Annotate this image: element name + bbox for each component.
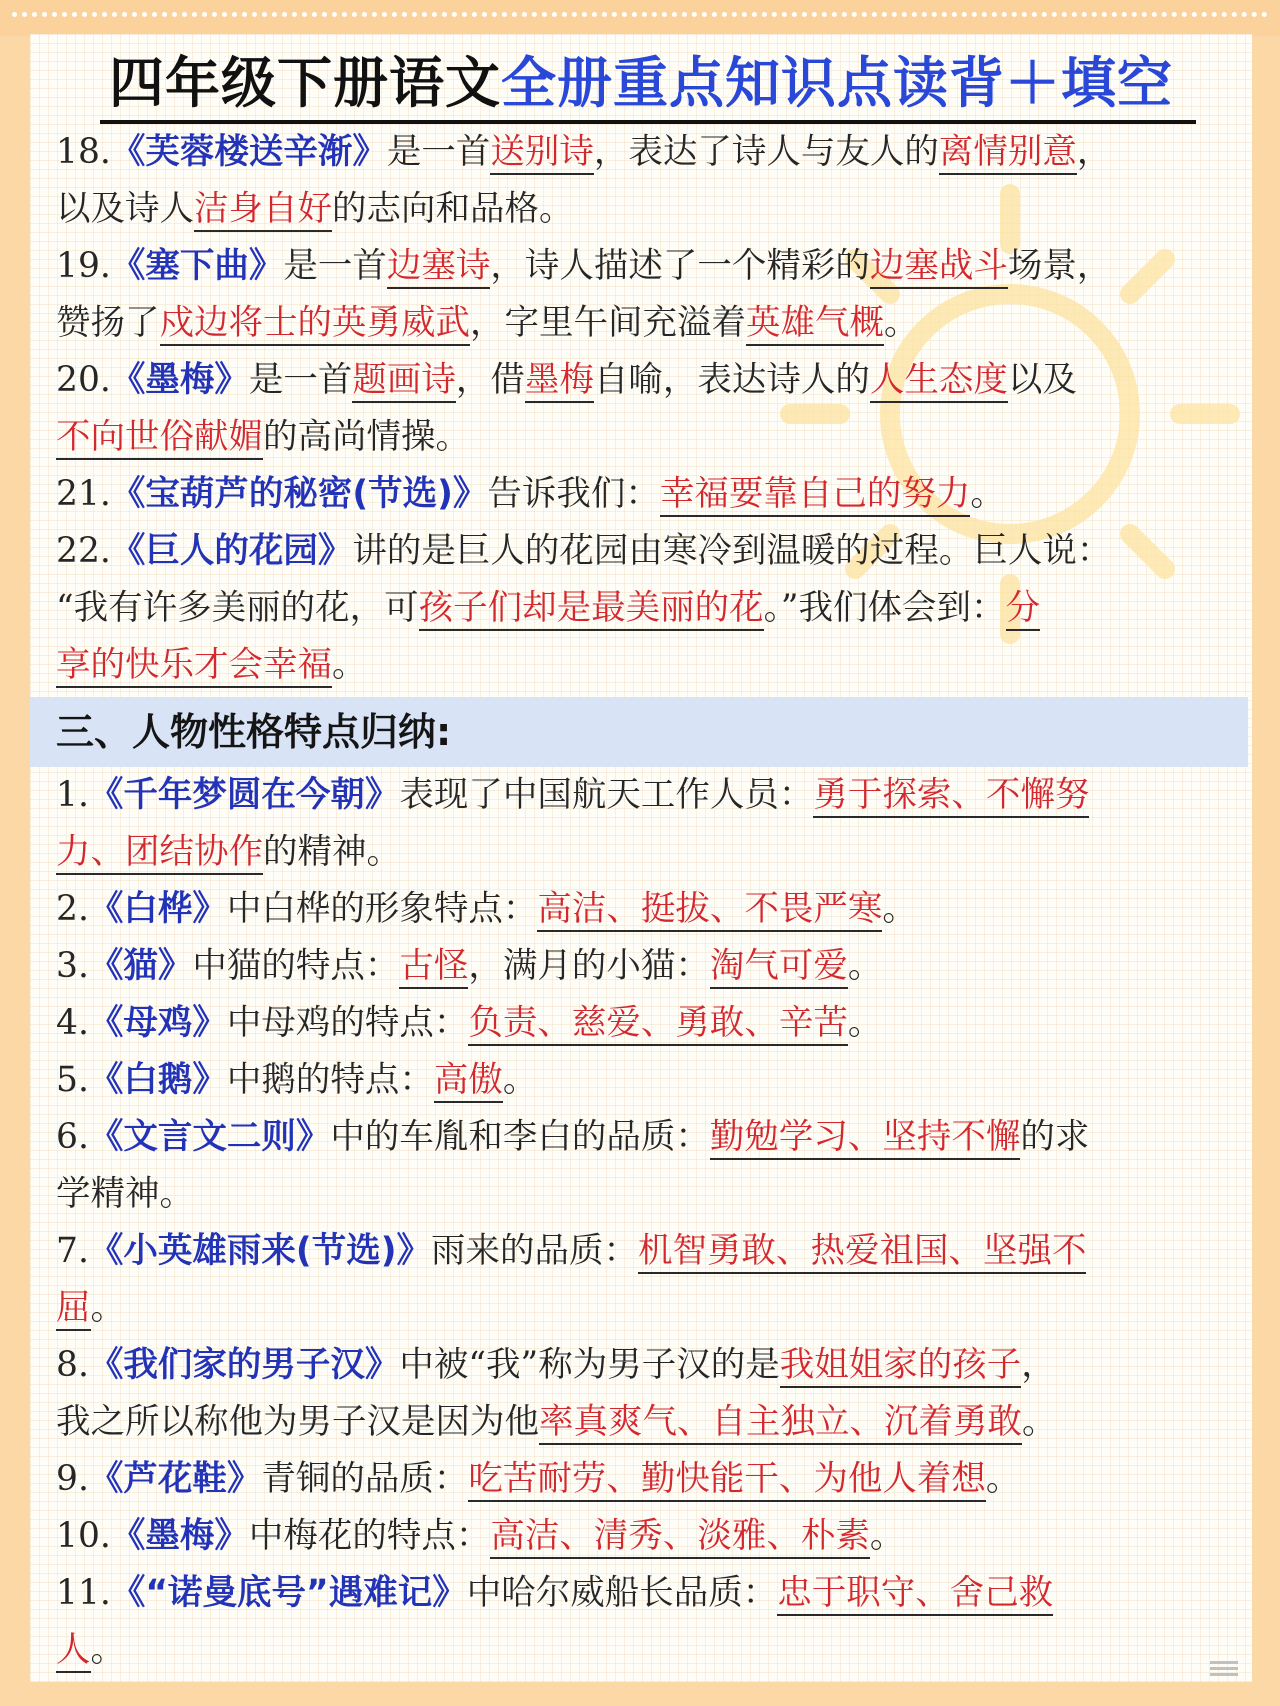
plain-text: 场景， xyxy=(1007,246,1112,286)
menu-lines-icon xyxy=(1210,1658,1238,1676)
text-line xyxy=(56,767,1236,824)
answer-blank: 洁身自好 xyxy=(194,189,332,232)
answer-blank: 机智勇敢、热爱祖国、坚强不 xyxy=(638,1231,1087,1274)
text-line xyxy=(56,1280,1236,1337)
plain-text: 21. xyxy=(56,474,111,514)
answer-blank: 幸福要靠自己的努力 xyxy=(660,474,971,517)
plain-text: 7. xyxy=(56,1231,89,1271)
answer-blank: 人生态度 xyxy=(870,360,1008,403)
plain-text: 。 xyxy=(884,303,919,343)
lesson-title: 《芙蓉楼送辛渐》 xyxy=(110,132,387,172)
plain-text: 以及诗人 xyxy=(56,189,194,229)
answer-blank: 吃苦耐劳、勤快能干、为他人着想 xyxy=(468,1459,986,1502)
lesson-title: 《“诺曼底号”遇难记》 xyxy=(110,1573,467,1613)
lesson-title: 《巨人的花园》 xyxy=(110,531,353,571)
plain-text: 是一首 xyxy=(283,246,387,286)
plain-text: ，诗人描述了一个精彩的 xyxy=(490,246,870,286)
plain-text: 雨来的品质： xyxy=(430,1231,638,1271)
plain-text: 。”我们体会到： xyxy=(763,588,1006,628)
answer-blank: 边塞战斗 xyxy=(870,246,1008,289)
plain-text: 学精神。 xyxy=(56,1174,194,1214)
plain-text: 讲的是巨人的花园由寒冷到温暖的过程。巨人说： xyxy=(352,531,1112,571)
plain-text: ， xyxy=(1076,132,1112,172)
plain-text: 。 xyxy=(502,1060,538,1100)
answer-blank: 力、团结协作 xyxy=(56,832,263,875)
text-line xyxy=(56,295,1236,352)
plain-text: 10. xyxy=(56,1516,111,1556)
text-line xyxy=(56,824,1236,881)
plain-text: 1. xyxy=(56,775,89,815)
text-line xyxy=(56,995,1236,1052)
answer-blank: 率真爽气、自主独立、沉着勇敢 xyxy=(539,1402,1022,1445)
plain-text: 9. xyxy=(56,1459,89,1499)
plain-text: 。 xyxy=(847,946,883,986)
plain-text: 青铜的品质： xyxy=(261,1459,469,1499)
text-line xyxy=(56,1166,1236,1223)
document-sheet xyxy=(30,34,1252,1682)
answer-blank: 人 xyxy=(56,1630,91,1673)
answer-blank: 孩子们却是最美丽的花 xyxy=(419,588,764,631)
answer-blank: 屈 xyxy=(56,1288,91,1331)
answer-blank: 英雄气概 xyxy=(746,303,884,346)
plain-text: 2. xyxy=(56,889,89,929)
text-line xyxy=(56,1622,1236,1679)
dotted-decoration xyxy=(12,12,1268,17)
text-line xyxy=(56,352,1236,409)
text-line xyxy=(56,1337,1236,1394)
lesson-title: 《猫》 xyxy=(88,946,193,986)
plain-text: 是一首 xyxy=(248,360,353,400)
plain-text: 。 xyxy=(332,645,367,685)
plain-text: 。 xyxy=(985,1459,1021,1499)
plain-text: ，字里午间充溢着 xyxy=(470,303,746,343)
answer-blank: 高洁、挺拔、不畏严寒 xyxy=(537,889,882,932)
lesson-title: 《宝葫芦的秘密(节选)》 xyxy=(110,474,488,514)
text-line xyxy=(56,523,1236,580)
lesson-title: 《墨梅》 xyxy=(110,360,249,400)
text-line xyxy=(56,1109,1236,1166)
page-title xyxy=(30,48,1252,118)
lesson-title: 《芦花鞋》 xyxy=(88,1459,262,1499)
lesson-title: 《千年梦圆在今朝》 xyxy=(88,775,400,815)
text-line xyxy=(56,881,1236,938)
plain-text: 中哈尔威船长品质： xyxy=(466,1573,778,1613)
answer-blank: 享的快乐才会幸福 xyxy=(56,645,332,688)
plain-text: 是一首 xyxy=(386,132,491,172)
plain-text: 的志向和品格。 xyxy=(332,189,574,229)
section-heading: 三、人物性格特点归纳: xyxy=(30,697,1248,767)
lesson-title: 《白桦》 xyxy=(88,889,227,929)
text-line xyxy=(56,1052,1236,1109)
plain-text: “我有许多美丽的花，可 xyxy=(56,588,419,628)
text-line xyxy=(56,1508,1236,1565)
plain-text: 中白桦的形象特点： xyxy=(226,889,538,929)
plain-text: ，表达了诗人与友人的 xyxy=(593,132,939,172)
plain-text: 中猫的特点： xyxy=(192,946,400,986)
plain-text: 我之所以称他为男子汉是因为他 xyxy=(56,1402,539,1442)
plain-text: 22. xyxy=(56,531,111,571)
plain-text: 。 xyxy=(847,1003,883,1043)
plain-text: 。 xyxy=(1022,1402,1057,1442)
answer-blank: 离情别意 xyxy=(939,132,1077,175)
plain-text: 中母鸡的特点： xyxy=(226,1003,469,1043)
plain-text: 的高尚情操。 xyxy=(263,417,470,457)
answer-blank: 戍边将士的英勇威武 xyxy=(160,303,471,346)
plain-text: 。 xyxy=(970,474,1005,514)
answer-blank: 高傲 xyxy=(434,1060,503,1103)
plain-text: 。 xyxy=(869,1516,905,1556)
answer-blank: 高洁、清秀、淡雅、朴素 xyxy=(490,1516,870,1559)
text-line xyxy=(56,409,1236,466)
lesson-title: 《小英雄雨来(节选)》 xyxy=(88,1231,431,1271)
top-border xyxy=(0,0,1280,36)
text-line xyxy=(56,124,1236,181)
answer-blank: 边塞诗 xyxy=(387,246,491,289)
plain-text: 4. xyxy=(56,1003,89,1043)
plain-text: 。 xyxy=(90,1288,125,1328)
lesson-title: 《塞下曲》 xyxy=(110,246,284,286)
answer-blank: 忠于职守、舍己救 xyxy=(777,1573,1053,1616)
plain-text: 3. xyxy=(56,946,89,986)
answer-blank: 分 xyxy=(1006,588,1041,631)
plain-text: 8. xyxy=(56,1345,89,1385)
lesson-title: 《文言文二则》 xyxy=(88,1117,331,1157)
lesson-title: 《母鸡》 xyxy=(88,1003,227,1043)
text-line xyxy=(56,1451,1236,1508)
answer-blank: 勇于探索、不懈努 xyxy=(813,775,1089,818)
text-line xyxy=(56,1394,1236,1451)
lesson-title: 《白鹅》 xyxy=(88,1060,227,1100)
plain-text: 18. xyxy=(56,132,111,172)
plain-text: 中鹅的特点： xyxy=(226,1060,434,1100)
plain-text: 11. xyxy=(56,1573,111,1613)
text-line xyxy=(56,238,1236,295)
text-line xyxy=(56,580,1236,637)
plain-text: 表现了中国航天工作人员： xyxy=(399,775,814,815)
plain-text: 以及 xyxy=(1007,360,1077,400)
answer-blank: 送别诗 xyxy=(490,132,594,175)
answer-blank: 墨梅 xyxy=(525,360,594,403)
plain-text: ，满月的小猫： xyxy=(468,946,710,986)
plain-text: 19. xyxy=(56,246,111,286)
text-line xyxy=(56,1565,1236,1622)
text-line xyxy=(56,637,1236,694)
answer-blank: 淘气可爱 xyxy=(710,946,848,989)
answer-blank: 负责、慈爱、勇敢、辛苦 xyxy=(468,1003,848,1046)
plain-text: 的精神。 xyxy=(263,832,401,872)
text-line xyxy=(56,466,1236,523)
plain-text: ， xyxy=(1021,1345,1056,1385)
content-body xyxy=(56,124,1236,1679)
answer-blank: 古怪 xyxy=(399,946,468,989)
answer-blank: 勤勉学习、坚持不懈 xyxy=(710,1117,1021,1160)
plain-text: 20. xyxy=(56,360,111,400)
plain-text: 6. xyxy=(56,1117,89,1157)
answer-blank: 我姐姐家的孩子 xyxy=(780,1345,1022,1388)
answer-blank: 题画诗 xyxy=(352,360,456,403)
plain-text: 中的车胤和李白的品质： xyxy=(330,1117,710,1157)
text-line xyxy=(56,1223,1236,1280)
plain-text: 。 xyxy=(882,889,917,929)
plain-text: 的求 xyxy=(1020,1117,1090,1157)
plain-text: 赞扬了 xyxy=(56,303,160,343)
lesson-title: 《墨梅》 xyxy=(110,1516,249,1556)
plain-text: 自喻，表达诗人的 xyxy=(593,360,870,400)
title-part-1: 四年级下册语文 xyxy=(108,51,501,115)
plain-text: 告诉我们： xyxy=(487,474,660,514)
text-line xyxy=(56,938,1236,995)
lesson-title: 《我们家的男子汉》 xyxy=(88,1345,400,1385)
answer-blank: 不向世俗献媚 xyxy=(56,417,263,460)
text-line xyxy=(56,181,1236,238)
plain-text: 中梅花的特点： xyxy=(248,1516,491,1556)
plain-text: ，借 xyxy=(455,360,525,400)
title-part-2: 全册重点知识点读背＋填空 xyxy=(501,51,1174,115)
plain-text: 5. xyxy=(56,1060,89,1100)
plain-text: 。 xyxy=(90,1630,125,1670)
plain-text: 中被“我”称为男子汉的是 xyxy=(399,1345,780,1385)
